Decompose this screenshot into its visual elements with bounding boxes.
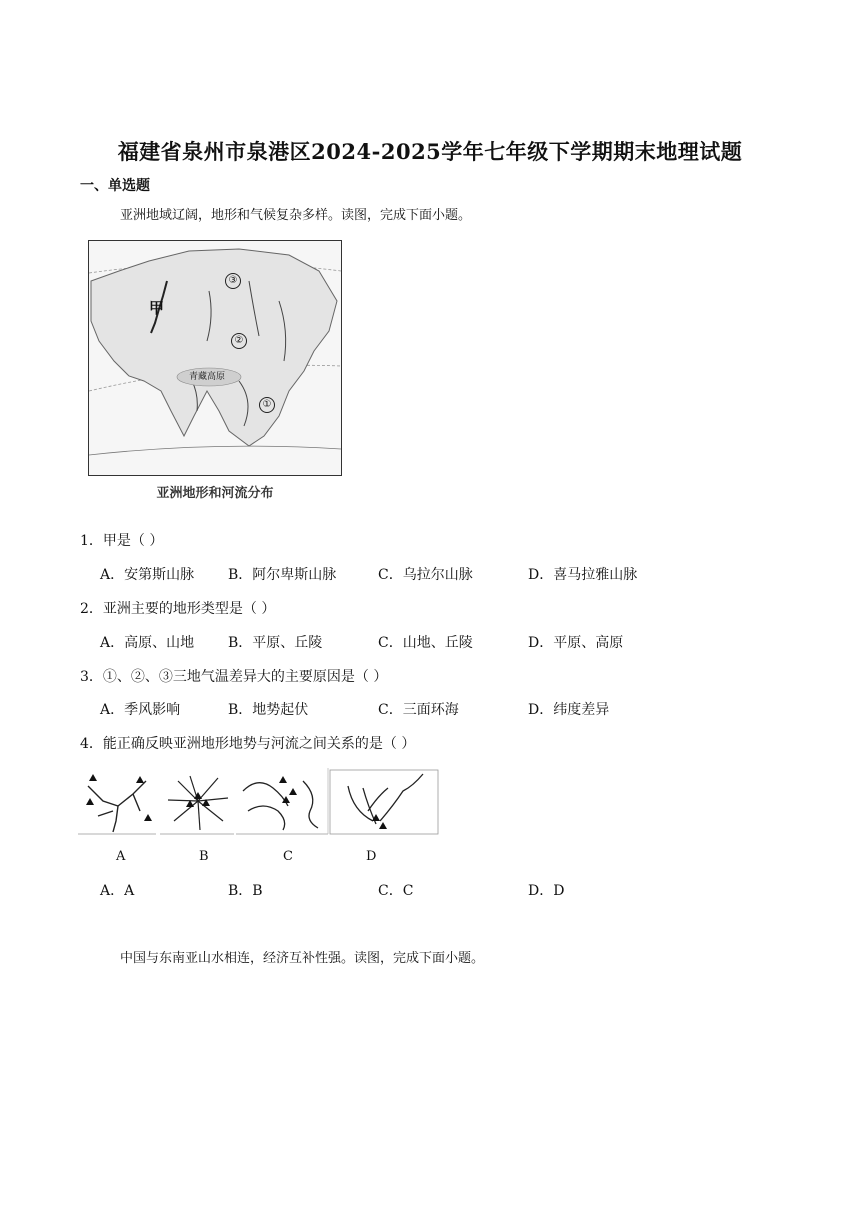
- q3-option-a[interactable]: A．季风影响: [100, 702, 181, 718]
- q3-option-d[interactable]: D．纬度差异: [528, 702, 610, 718]
- asia-map: [88, 240, 342, 476]
- diagram-label-b: B: [199, 849, 209, 864]
- q2-option-b[interactable]: B．平原、丘陵: [228, 635, 323, 651]
- panel-b: [160, 776, 234, 834]
- question-3: 3．①、②、③三地气温差异大的主要原因是（ ）: [80, 669, 388, 685]
- q1-option-c[interactable]: C．乌拉尔山脉: [378, 567, 473, 583]
- q2-option-a[interactable]: A．高原、山地: [100, 635, 195, 651]
- asia-map-figure: [88, 240, 342, 508]
- q1-option-a[interactable]: A．安第斯山脉: [100, 567, 195, 583]
- q1-option-b[interactable]: B．阿尔卑斯山脉: [228, 567, 337, 583]
- q4-option-a[interactable]: A．A: [100, 883, 135, 899]
- q2-option-d[interactable]: D．平原、高原: [528, 635, 624, 651]
- map-caption: 亚洲地形和河流分布: [156, 486, 274, 501]
- panel-c: [236, 768, 328, 834]
- q4-option-b[interactable]: B．B: [228, 883, 263, 899]
- river-terrain-diagrams: [78, 766, 440, 836]
- q4-option-c[interactable]: C．C: [378, 883, 414, 899]
- intro-text-2: 中国与东南亚山水相连，经济互补性强。读图，完成下面小题。: [120, 951, 485, 966]
- label-plateau: 青藏高原: [189, 372, 226, 382]
- question-1: 1．甲是（ ）: [80, 533, 164, 549]
- q3-option-b[interactable]: B．地势起伏: [228, 702, 309, 718]
- marker-1: ①: [259, 397, 275, 413]
- map-illustration: [89, 241, 341, 475]
- intro-text-1: 亚洲地域辽阔，地形和气候复杂多样。读图，完成下面小题。: [120, 208, 472, 223]
- marker-3: ③: [225, 273, 241, 289]
- q1-option-d[interactable]: D．喜马拉雅山脉: [528, 567, 638, 583]
- label-jia: 甲: [149, 299, 165, 317]
- q2-option-c[interactable]: C．山地、丘陵: [378, 635, 473, 651]
- panel-a: [78, 774, 156, 834]
- q4-option-d[interactable]: D．D: [528, 883, 565, 899]
- page-title: 福建省泉州市泉港区2024-2025学年七年级下学期期末地理试题: [117, 139, 743, 164]
- q3-option-c[interactable]: C．三面环海: [378, 702, 459, 718]
- diagram-panels: [78, 766, 440, 836]
- question-4: 4．能正确反映亚洲地形地势与河流之间关系的是（ ）: [80, 736, 416, 752]
- diagram-label-a: A: [116, 849, 126, 864]
- diagram-label-c: C: [283, 849, 293, 864]
- panel-d: [330, 770, 438, 834]
- question-2: 2．亚洲主要的地形类型是（ ）: [80, 601, 276, 617]
- diagram-label-d: D: [366, 849, 377, 864]
- section-heading: 一、单选题: [80, 178, 150, 194]
- marker-2: ②: [231, 333, 247, 349]
